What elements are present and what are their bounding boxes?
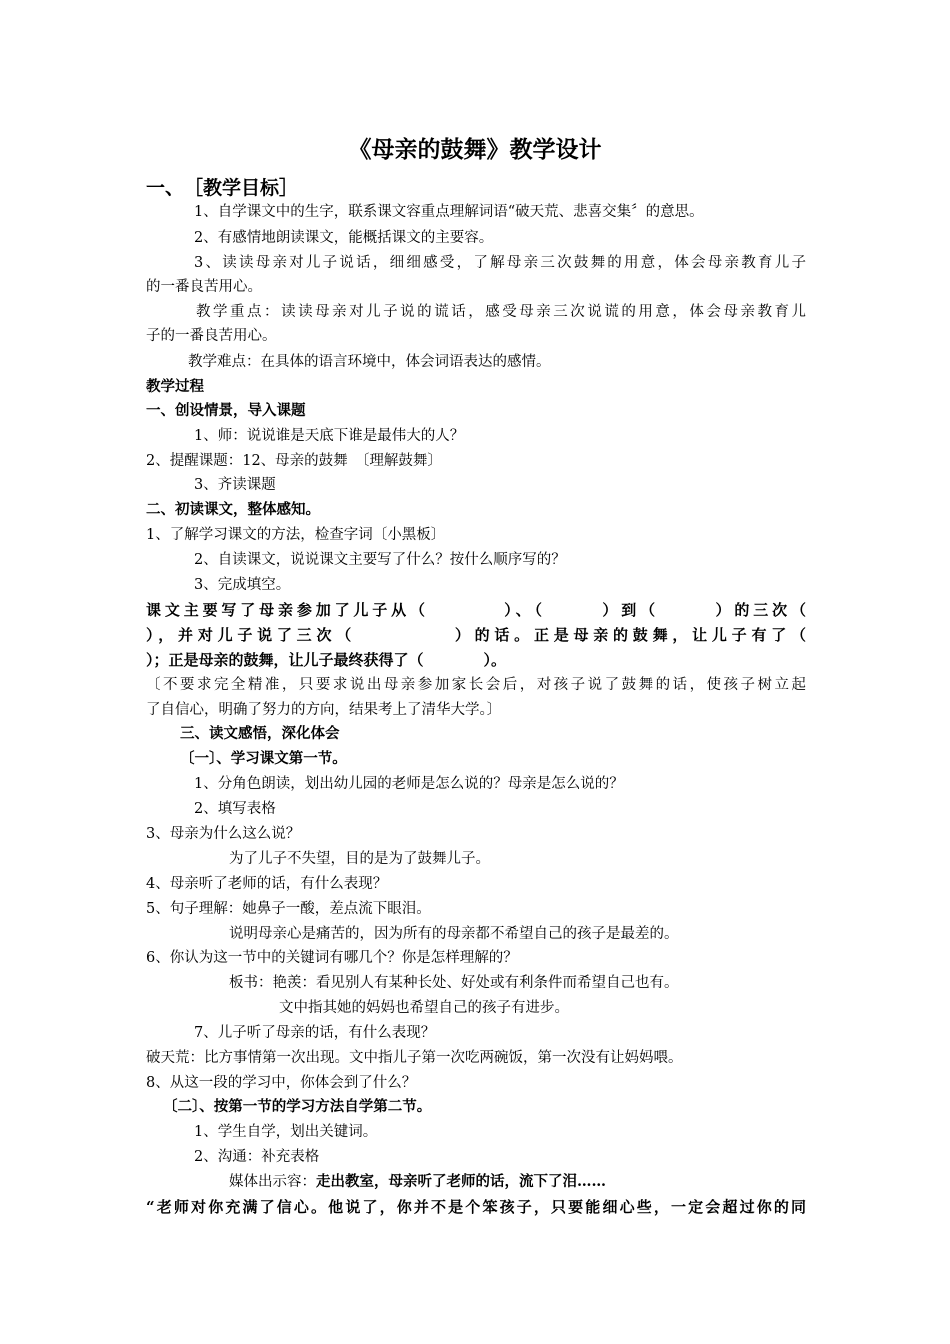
fill-blank-line-1: 课文主要写了母亲参加了儿子从（ ）、（ ）到（ ）的三次（ — [146, 601, 806, 619]
quote-line: “老师对你充满了信心。他说了，你并不是个笨孩子，只要能细心些，一定会超过你的同 — [146, 1198, 806, 1216]
section-1-item-1: 1、分角色朗读，划出幼儿园的老师是怎么说的？母亲是怎么说的？ — [194, 776, 624, 792]
blackboard-note: 板书：艳羡：看见别人有某种长处、好处或有利条件而希望自己也有。 — [229, 975, 679, 991]
section-1-item-6: 6、你认为这一节中的关键词有哪几个？你是怎样理解的？ — [146, 950, 518, 966]
step-1-item-1: 1、师：说说谁是天底下谁是最伟大的人？ — [194, 428, 465, 444]
section-1-answer-5: 说明母亲心是痛苦的，因为所有的母亲都不希望自己的孩子是最差的。 — [229, 926, 679, 942]
fill-blank-line-3: ）；正是母亲的鼓舞，让儿子最终获得了（ ）。 — [146, 651, 507, 669]
section-1-item-4: 4、母亲听了老师的话，有什么表现？ — [146, 876, 388, 892]
step-1-item-3: 3、齐读课题 — [194, 477, 276, 493]
goal-item-2: 2、有感情地朗读课文，能概括课文的主要容。 — [194, 230, 494, 246]
section-1-item-8: 8、从这一段的学习中，你体会到了什么？ — [146, 1075, 417, 1091]
step-2-item-1: 1、了解学习课文的方法，检查字词〔小黑板〕 — [146, 527, 446, 543]
section-1-answer-3: 为了儿子不失望，目的是为了鼓舞儿子。 — [229, 851, 490, 867]
word-explanation: 破天荒：比方事情第一次出现。文中指儿子第一次吃两碗饭，第一次没有让妈妈喂。 — [146, 1050, 683, 1066]
fill-blank-note-cont: 了自信心，明确了努力的方向，结果考上了清华大学。〕 — [146, 702, 502, 718]
section-1-item-7: 7、儿子听了母亲的话，有什么表现？ — [194, 1025, 436, 1041]
teaching-focus: 教学重点：读读母亲对儿子说的谎话，感受母亲三次说谎的用意，体会母亲教育儿 — [196, 304, 806, 320]
teaching-focus-cont: 子的一番良苦用心。 — [146, 328, 277, 344]
section-1-item-3: 3、母亲为什么这么说？ — [146, 826, 301, 842]
media-display-label: 媒体出示容： — [229, 1174, 316, 1190]
fill-blank-note: 〔不要求完全精准，只要求说出母亲参加家长会后，对孩子说了鼓舞的话，使孩子树立起 — [146, 677, 806, 693]
teaching-difficulty: 教学难点：在具体的语言环境中，体会词语表达的感情。 — [188, 354, 551, 370]
document-title: 《母亲的鼓舞》教学设计 — [348, 136, 602, 163]
step-2-heading: 二、初读课文，整体感知。 — [146, 501, 320, 518]
section-2-heading: 〔二〕、按第一节的学习方法自学第二节。 — [163, 1098, 432, 1115]
section-2-item-1: 1、学生自学，划出关键词。 — [194, 1124, 378, 1140]
media-display-content: 走出教室，母亲听了老师的话，流下了泪…… — [316, 1173, 606, 1190]
goal-item-3: 3、读读母亲对儿子说话，细细感受，了解母亲三次鼓舞的用意，体会母亲教育儿子 — [194, 255, 806, 271]
step-2-item-3: 3、完成填空。 — [194, 577, 291, 593]
section-1-heading: 〔一〕、学习课文第一节。 — [180, 750, 347, 767]
goal-item-3-cont: 的一番良苦用心。 — [146, 279, 262, 295]
blackboard-note-cont: 文中指其她的妈妈也希望自己的孩子有进步。 — [279, 1000, 569, 1016]
section-2-item-2: 2、沟通：补充表格 — [194, 1149, 320, 1165]
process-heading: 教学过程 — [146, 378, 204, 395]
section-1-item-5: 5、句子理解：她鼻子一酸，差点流下眼泪。 — [146, 901, 431, 917]
section-1-item-2: 2、填写表格 — [194, 801, 276, 817]
fill-blank-line-2: ），并对儿子说了三次（ ）的话。正是母亲的鼓舞，让儿子有了（ — [146, 626, 806, 644]
goal-item-1: 1、自学课文中的生字，联系课文容重点理解词语“破天荒、悲喜交集〞的意思。 — [194, 204, 704, 220]
step-1-item-2: 2、提醒课题：12、母亲的鼓舞 〔理解鼓舞〕 — [146, 453, 442, 469]
step-2-item-2: 2、自读课文，说说课文主要写了什么？按什么顺序写的？ — [194, 552, 566, 568]
section-heading-goals: 一、 ［教学目标］ — [146, 177, 299, 199]
media-display — [229, 1172, 606, 1192]
step-3-heading: 三、读文感悟，深化体会 — [180, 725, 340, 742]
step-1-heading: 一、创设情景，导入课题 — [146, 402, 306, 419]
